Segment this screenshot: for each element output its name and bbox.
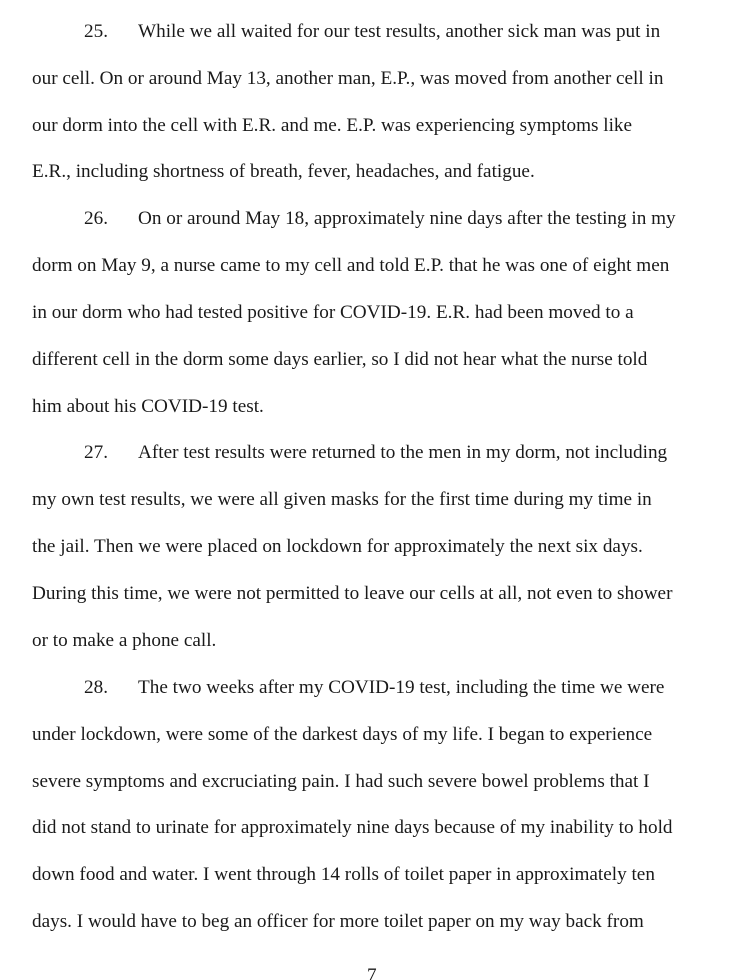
paragraph-26-line-2: dorm on May 9, a nurse came to my cell and told E.P. that he was one of eight men [32, 255, 670, 276]
paragraph-text: After test results were returned to the men in my dorm, not including [138, 442, 668, 463]
paragraph-28-line-5: down food and water. I went through 14 rolls of toilet paper in approximately ten [32, 864, 655, 885]
paragraph-number: 25. [84, 21, 108, 42]
paragraph-27-line-4: During this time, we were not permitted to leave our cells at all, not even to shower [32, 583, 673, 604]
paragraph-number: 28. [84, 677, 108, 698]
paragraph-text: The two weeks after my COVID-19 test, including the time we were [138, 677, 665, 698]
paragraph-25-line-1 [84, 22, 660, 41]
paragraph-27-line-3: the jail. Then we were placed on lockdown for approximately the next six days. [32, 536, 643, 557]
paragraph-26-line-4: different cell in the dorm some days earlier, so I did not hear what the nurse told [32, 349, 648, 370]
paragraph-25-line-2: our cell. On or around May 13, another man, E.P., was moved from another cell in [32, 68, 664, 89]
paragraph-26-line-1 [84, 209, 676, 228]
paragraph-26-line-3: in our dorm who had tested positive for COVID-19. E.R. had been moved to a [32, 302, 634, 323]
paragraph-27-line-2: my own test results, we were all given masks for the first time during my time in [32, 489, 652, 510]
paragraph-text: On or around May 18, approximately nine days after the testing in my [138, 208, 676, 229]
paragraph-number: 27. [84, 442, 108, 463]
paragraph-number: 26. [84, 208, 108, 229]
paragraph-28-line-1 [84, 678, 664, 697]
paragraph-26-line-5: him about his COVID-19 test. [32, 396, 264, 417]
paragraph-27-line-1 [84, 443, 667, 462]
paragraph-28-line-6: days. I would have to beg an officer for more toilet paper on my way back from [32, 911, 644, 932]
paragraph-28-line-2: under lockdown, were some of the darkest days of my life. I began to experience [32, 724, 653, 745]
paragraph-text: While we all waited for our test results, another sick man was put in [138, 21, 661, 42]
paragraph-28-line-3: severe symptoms and excruciating pain. I had such severe bowel problems that I [32, 771, 650, 792]
paragraph-25-line-4: E.R., including shortness of breath, fever, headaches, and fatigue. [32, 161, 535, 182]
page-number: 7 [367, 965, 377, 980]
paragraph-27-line-5: or to make a phone call. [32, 630, 217, 651]
paragraph-25-line-3: our dorm into the cell with E.R. and me. E.P. was experiencing symptoms like [32, 115, 633, 136]
paragraph-28-line-4: did not stand to urinate for approximately nine days because of my inability to hold [32, 817, 673, 838]
